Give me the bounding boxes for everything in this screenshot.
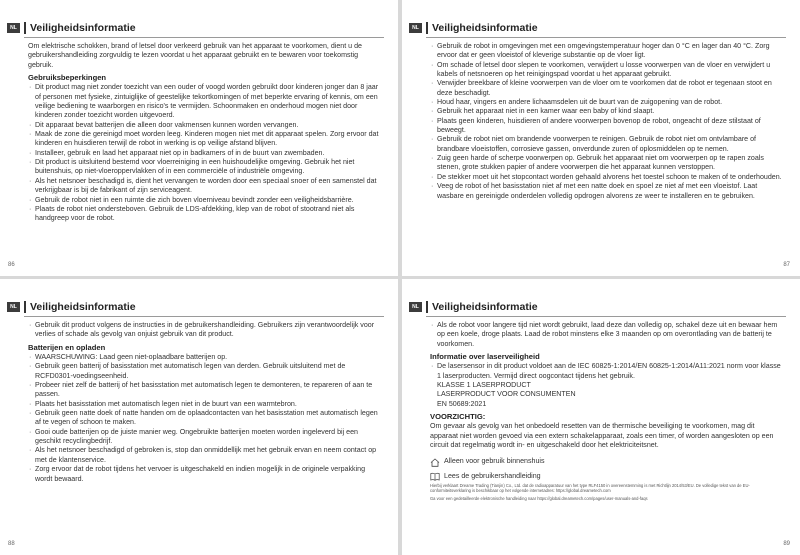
list-item: · Gooi oude batterijen op de juiste manier weg. Ongebruikte batterijen moeten worden ingeleverd bij een geschikt recyclingbedrijf. bbox=[28, 428, 382, 447]
list-item: · Plaats de robot niet ondersteboven. Gebruik de LDS-afdekking, klep van de robot of stootrand niet als handgreep voor de robot. bbox=[28, 205, 382, 224]
title-bar-marker bbox=[426, 301, 428, 313]
language-tag: NL bbox=[7, 23, 20, 33]
bullet-list bbox=[28, 83, 382, 223]
declaration-text: Hierbij verklaart Dreame Trading (Tianjin) Co., Ltd. dat de radioapparatuur van het type RLF4150 in overeenstemming is met Richtlijn 2014/53/EU. De volledige tekst van de EU-conformiteitsverklaring is beschikbaar op het volgende internetadres: https://global.dreametech.com bbox=[430, 483, 750, 494]
list-item: · Gebruik de robot niet in een ruimte die zich boven vloerniveau bevindt zonder een veiligheidsbarrière. bbox=[28, 196, 382, 205]
list-item: · Gebruik geen natte doek of natte handen om de oplaadcontacten van het basisstation met automatisch legen af te vegen of schoon te maken. bbox=[28, 409, 382, 428]
list-item: · Plaats geen kinderen, huisdieren of andere voorwerpen bovenop de robot, ongeacht of deze stilstaat of beweegt. bbox=[430, 117, 784, 136]
laser-class-line: LASERPRODUCT VOOR CONSUMENTEN bbox=[437, 390, 576, 399]
book-icon bbox=[430, 472, 440, 481]
page-88 bbox=[0, 279, 398, 555]
bullet-list bbox=[430, 362, 784, 381]
list-item: · Installeer, gebruik en laad het apparaat niet op in badkamers of in de buurt van zwembaden. bbox=[28, 149, 382, 158]
title-divider bbox=[24, 316, 384, 317]
title-bar-marker bbox=[24, 301, 26, 313]
warning-text: Om gevaar als gevolg van het onbedoeld resetten van de thermische beveiliging te voorkomen, mag dit apparaat niet worden gevoed via een extern schakelapparaat, zoals een timer, of worden aangesloten op een circuit dat regelmatig wordt in- en uitgeschakeld door het elektriciteitsnet. bbox=[430, 422, 774, 450]
indoor-use-label: Alleen voor gebruik binnenshuis bbox=[444, 457, 545, 466]
page-number: 89 bbox=[783, 541, 790, 547]
list-item: · Verwijder breekbare of kleine voorwerpen van de vloer om te voorkomen dat de robot er tegenaan stoot en deze beschadigt. bbox=[430, 79, 784, 98]
list-item: · Gebruik de robot in omgevingen met een omgevingstemperatuur hoger dan 0 °C en lager dan 40 °C. Zorg ervoor dat er geen vloeistof of kleverige substantie op de vloer ligt. bbox=[430, 42, 784, 61]
page-content bbox=[28, 42, 382, 224]
warning-heading: VOORZICHTIG: bbox=[430, 412, 486, 422]
list-item: · Zuig geen harde of scherpe voorwerpen op. Gebruik het apparaat niet om voorwerpen op te rapen zoals stenen, grote stukken papier of andere voorwerpen die het apparaat kunnen verstoppen. bbox=[430, 154, 784, 173]
indoor-use-row bbox=[430, 457, 784, 466]
list-item: · Gebruik dit product volgens de instructies in de gebruikershandleiding. Gebruikers zijn verantwoordelijk voor verlies of schade als gevolg van onjuist gebruik van dit product. bbox=[28, 321, 382, 340]
page-content bbox=[430, 321, 784, 501]
page-number: 86 bbox=[8, 262, 15, 268]
list-item: · Dit product is uitsluitend bestemd voor vloerreiniging in een huishoudelijke omgeving. Gebruik het niet buitenshuis, op niet-vloeroppervlakken of in een commerciële of industriële omgeving. bbox=[28, 158, 382, 177]
list-item: · Zorg ervoor dat de robot tijdens het vervoer is uitgeschakeld en indien mogelijk in de originele verpakking wordt bewaard. bbox=[28, 465, 382, 484]
list-item: · Gebruik geen batterij of basisstation met automatisch legen van derden. Gebruik uitsluitend met de RCFD0301-voedingseenheid. bbox=[28, 362, 382, 381]
title-bar-marker bbox=[24, 22, 26, 34]
list-item: · Als de robot voor langere tijd niet wordt gebruikt, laad deze dan volledig op, schakel deze uit en bewaar hem op een koele, droge plaats. Laad de robot minstens elke 3 maanden op om overontlading van de batterij te voorkomen. bbox=[430, 321, 784, 349]
laser-class-line: EN 50689:2021 bbox=[437, 399, 487, 408]
section-heading: Informatie over laserveiligheid bbox=[430, 352, 540, 362]
list-item: · Probeer niet zelf de batterij of het basisstation met automatisch legen te demonteren, te repareren of aan te passen. bbox=[28, 381, 382, 400]
list-item: · Dit product mag niet zonder toezicht van een ouder of voogd worden gebruikt door kinderen jonger dan 8 jaar of personen met fysieke, zintuiglijke of geestelijke tekortkomingen of met beperkte ervaring of kennis, om een veilige bediening te waarborgen en risico's te vermijden. Schoonmaken en onderhoud mogen niet door kinderen zonder toezicht worden uitgevoerd. bbox=[28, 83, 382, 120]
house-icon bbox=[430, 458, 440, 467]
list-item: · Veeg de robot of het basisstation niet af met een natte doek en spoel ze niet af met een vloeistof. Laat wasbare en gereinigde onderdelen volledig opdrogen alvorens ze weer te installeren en te gebruiken. bbox=[430, 182, 784, 201]
section-heading: Gebruiksbeperkingen bbox=[28, 73, 107, 83]
section-heading: Batterijen en opladen bbox=[28, 342, 106, 352]
title-bar-marker bbox=[426, 22, 428, 34]
page-number: 87 bbox=[783, 262, 790, 268]
read-manual-label: Lees de gebruikershandleiding bbox=[444, 471, 541, 480]
page-86 bbox=[0, 0, 398, 276]
list-item: · Om schade of letsel door slepen te voorkomen, verwijdert u losse voorwerpen van de vloer en verwijdert u kabels of netsnoeren op het reinigingspad voordat u het apparaat gebruikt. bbox=[430, 61, 784, 80]
title-divider bbox=[24, 37, 384, 38]
manual-link-text: Ga voor een gedetailleerde elektronische handleiding naar https://global.dreametech.com/pages/user-manuals-and-faqs bbox=[430, 495, 648, 501]
language-tag: NL bbox=[409, 302, 422, 312]
page-title: Veiligheidsinformatie bbox=[30, 22, 136, 34]
page-content bbox=[28, 321, 382, 484]
read-manual-row bbox=[430, 472, 784, 481]
page-number: 88 bbox=[8, 541, 15, 547]
list-item: · Als het netsnoer beschadigd is, dient het vervangen te worden door een speciaal snoer of een samenstel dat verkrijgbaar is bij de fabrikant of zijn serviceagent. bbox=[28, 177, 382, 196]
language-tag: NL bbox=[409, 23, 422, 33]
list-item: · Maak de zone die gereinigd moet worden leeg. Kinderen mogen niet met dit apparaat spelen. Zorg ervoor dat kinderen en huisdieren terwijl de robot in werking is op veilige afstand blijven. bbox=[28, 130, 382, 149]
list-item: · Dit apparaat bevat batterijen die alleen door vakmensen kunnen worden vervangen. bbox=[28, 121, 382, 130]
intro-paragraph: Om elektrische schokken, brand of letsel door verkeerd gebruik van het apparaat te voorkomen, dient u de gebruikershandleiding zorgvuldig te lezen voordat u het apparaat gebruikt en te bewaren voor toekomstig gebruik. bbox=[28, 42, 362, 69]
title-divider bbox=[426, 316, 786, 317]
bullet-list bbox=[28, 353, 382, 484]
bullet-list bbox=[430, 321, 784, 349]
page-89 bbox=[402, 279, 800, 555]
laser-class-line: KLASSE 1 LASERPRODUCT bbox=[437, 381, 531, 390]
list-item: · Gebruik het apparaat niet in een kamer waar een baby of kind slaapt. bbox=[430, 107, 784, 116]
bullet-list bbox=[28, 321, 382, 340]
list-item: · Gebruik de robot niet om brandende voorwerpen te reinigen. Gebruik de robot niet om ontvlambare of brandbare vloeistoffen, corrosieve gassen, onverdunde zuren of oplosmiddelen op te nemen. bbox=[430, 135, 784, 154]
bullet-list bbox=[430, 42, 784, 201]
list-item: · Houd haar, vingers en andere lichaamsdelen uit de buurt van de zuigopening van de robot. bbox=[430, 98, 784, 107]
list-item: · Als het netsnoer beschadigd of gebroken is, stop dan onmiddellijk met het gebruik ervan en neem contact op met de klantenservice. bbox=[28, 446, 382, 465]
page-title: Veiligheidsinformatie bbox=[432, 301, 538, 313]
page-title: Veiligheidsinformatie bbox=[432, 22, 538, 34]
list-item: · De stekker moet uit het stopcontact worden gehaald alvorens het toestel schoon te maken of te onderhouden. bbox=[430, 173, 784, 182]
page-content bbox=[430, 42, 784, 201]
page-title: Veiligheidsinformatie bbox=[30, 301, 136, 313]
page-87 bbox=[402, 0, 800, 276]
title-divider bbox=[426, 37, 786, 38]
list-item: · De lasersensor in dit product voldoet aan de IEC 60825-1:2014/EN 60825-1:2014/A11:2021 norm voor klasse 1 laserproducten. Vermijd direct oogcontact tijdens het gebruik. bbox=[430, 362, 784, 381]
list-item: · WAARSCHUWING: Laad geen niet-oplaadbare batterijen op. bbox=[28, 353, 382, 362]
language-tag: NL bbox=[7, 302, 20, 312]
list-item: · Plaats het basisstation met automatisch legen niet in de buurt van een warmtebron. bbox=[28, 400, 382, 409]
